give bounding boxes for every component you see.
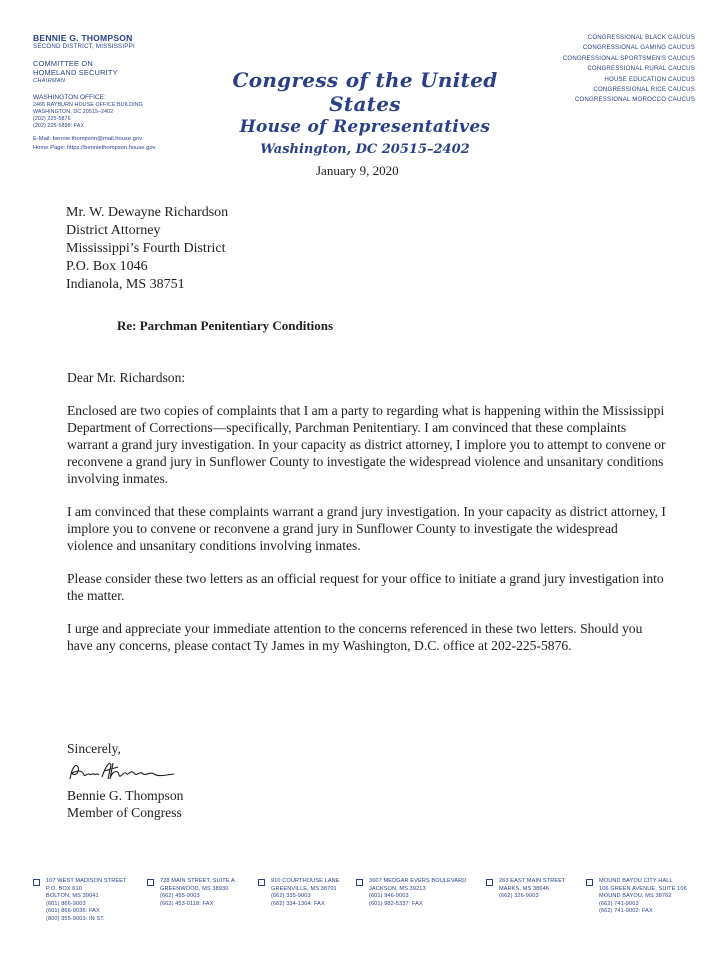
- recipient-line: Indianola, MS 38751: [66, 277, 185, 292]
- signer-title: Member of Congress: [67, 805, 182, 820]
- email-link: E-Mail: bennie.thompson@mail.house.gov: [33, 136, 142, 142]
- office-line: 910 COURTHOUSE LANE: [271, 878, 340, 884]
- recipient-line: District Attorney: [66, 223, 161, 238]
- office-line: (601) 982-5337: FAX: [369, 900, 423, 907]
- house-title: House of Representatives: [239, 117, 491, 137]
- checkbox-icon: [33, 879, 40, 886]
- office-line: (601) 866-9036: FAX: [46, 908, 100, 915]
- office-line: WASHINGTON, DC 20515–2402: [33, 109, 114, 115]
- checkbox-icon: [356, 879, 363, 886]
- letter-date: January 9, 2020: [316, 163, 399, 178]
- handwritten-signature: [66, 757, 186, 787]
- office-line: GREENVILLE, MS 38701: [271, 885, 337, 892]
- chair-title: CHAIRMAN: [33, 78, 66, 84]
- recipient-line: P.O. Box 1046: [66, 259, 148, 274]
- office-line: (800) 355-9003: IN ST.: [46, 915, 105, 922]
- closing: Sincerely,: [67, 741, 121, 756]
- office-line: 3607 MEDGAR EVERS BOULEVARD: [369, 878, 467, 884]
- office-line: 106 GREEN AVENUE, SUITE 106: [599, 885, 687, 892]
- recipient-address: [66, 204, 228, 294]
- office-line: MOUND BAYOU, MS 38762: [599, 893, 672, 900]
- signer-name: Bennie G. Thompson: [67, 788, 184, 803]
- body-paragraph: Please consider these two letters as an official request for your office to initiate a grand jury investigation into the matter.: [67, 571, 664, 603]
- caucus-item: CONGRESSIONAL MOROCCO CAUCUS: [574, 96, 695, 104]
- salutation: Dear Mr. Richardson:: [67, 370, 186, 385]
- office-line: MOUND BAYOU CITY HALL: [599, 878, 673, 884]
- office-line: JACKSON, MS 39213: [369, 885, 426, 892]
- member-district: SECOND DISTRICT, MISSISSIPPI: [33, 43, 135, 50]
- office-line: (662) 741-9002: FAX: [599, 908, 653, 915]
- body-paragraph: I urge and appreciate your immediate attention to the concerns referenced in these two letters. Should you have any concerns, please contact Ty James in my Washington, D.C. office at 202-225-5876.: [67, 621, 643, 653]
- office-line: (601) 866-9003: [46, 900, 86, 907]
- office-line: (202) 225-5876: [33, 116, 71, 122]
- committee-line: COMMITTEE ON: [33, 59, 93, 68]
- signer-block: [67, 787, 183, 821]
- office-line: (662) 453-0118: FAX: [160, 900, 214, 907]
- body-paragraph: I am convinced that these complaints warrant a grand jury investigation. In your capacity as district attorney, I implore you to convene or reconvene a grand jury in Sunflower County to investigate the widespread violence and unsanitary conditions involving inmates.: [67, 504, 666, 553]
- office-line: GREENWOOD, MS 38930: [160, 885, 229, 892]
- caucus-item: CONGRESSIONAL RICE CAUCUS: [593, 86, 695, 94]
- checkbox-icon: [486, 879, 493, 886]
- member-name: BENNIE G. THOMPSON: [33, 33, 133, 43]
- washington-address: Washington, DC 20515–2402: [260, 142, 470, 157]
- subject-line: Re: Parchman Penitentiary Conditions: [117, 318, 334, 333]
- caucus-item: CONGRESSIONAL GAMING CAUCUS: [582, 44, 695, 52]
- office-line: (662) 455-9003: [160, 893, 200, 900]
- office-line: 263 EAST MAIN STREET: [499, 878, 566, 884]
- office-line: (662) 741-9003: [599, 900, 639, 907]
- committee-line: HOMELAND SECURITY: [33, 67, 118, 77]
- letter-body: [67, 369, 667, 670]
- office-line: P.O. BOX 610: [46, 885, 82, 892]
- office-line: 2466 RAYBURN HOUSE OFFICE BUILDING: [33, 102, 143, 108]
- checkbox-icon: [586, 879, 593, 886]
- caucus-item: CONGRESSIONAL SPORTSMEN'S CAUCUS: [562, 54, 695, 62]
- office-line: (662) 326-9003: [499, 893, 539, 900]
- recipient-line: Mr. W. Dewayne Richardson: [66, 205, 229, 220]
- caucus-list: [475, 33, 695, 106]
- congress-title: Congress of the United States: [232, 68, 498, 116]
- office-line: (662) 335-9003: [271, 893, 311, 900]
- homepage-link: Home Page: https://benniethompson.house.gov: [33, 145, 156, 151]
- body-paragraph: Enclosed are two copies of complaints that I am a party to regarding what is happening within the Mississippi Department of Corrections—specifically, Parchman Penitentiary. I am convinced that these complaints warrant a grand jury investigation. In your capacity as district attorney, I implore you to attempt to convene or reconvene a grand jury in Sunflower County to investigate the widespread violence and unsanitary conditions involving inmates.: [67, 403, 666, 486]
- office-line: (601) 946-9003: [369, 893, 409, 900]
- recipient-line: Mississippi’s Fourth District: [66, 241, 226, 256]
- office-line: 107 WEST MADISON STREET: [46, 878, 127, 884]
- office-line: (202) 225-5898: FAX: [33, 123, 85, 129]
- office-line: MARKS, MS 38646: [499, 885, 549, 892]
- caucus-item: CONGRESSIONAL BLACK CAUCUS: [587, 34, 695, 41]
- checkbox-icon: [258, 879, 265, 886]
- letterhead-title: [210, 68, 520, 161]
- caucus-item: CONGRESSIONAL RURAL CAUCUS: [587, 65, 695, 73]
- office-line: BOLTON, MS 39041: [46, 893, 99, 900]
- office-line: (662) 334-1304: FAX: [271, 900, 325, 907]
- office-line: 728 MAIN STREET, SUITE A: [160, 878, 235, 884]
- caucus-item: HOUSE EDUCATION CAUCUS: [604, 75, 695, 83]
- checkbox-icon: [147, 879, 154, 886]
- office-heading: WASHINGTON OFFICE:: [33, 94, 106, 101]
